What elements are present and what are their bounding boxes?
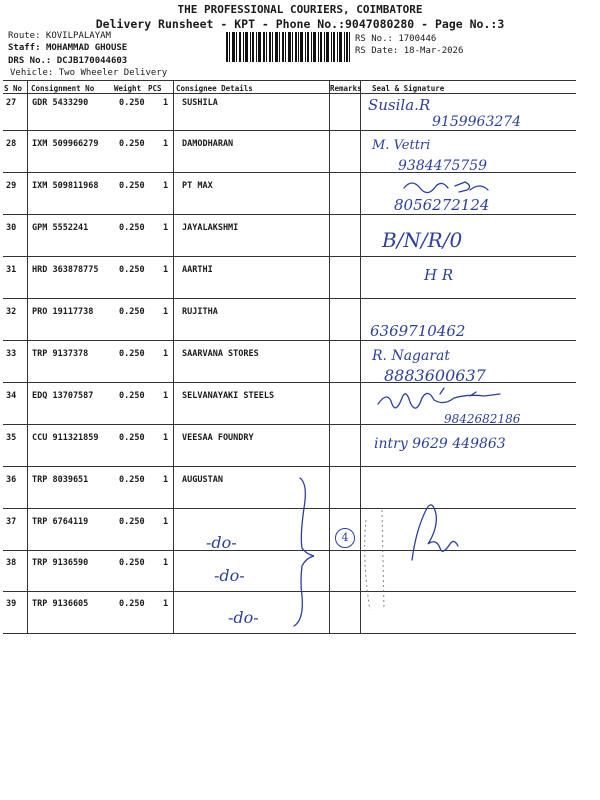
row-consignee: SELVANAYAKI STEELS [182,391,275,401]
col-header-weight: Weight [114,84,142,93]
row-weight: 0.250 [119,599,145,609]
row-pcs: 1 [163,181,169,191]
ditto-mark: -do- [228,608,259,627]
row-pcs: 1 [163,599,169,609]
row-sno: 39 [6,599,17,609]
row-consignment: TRP 9137378 [32,349,89,359]
col-header-remarks: Remarks [330,84,362,93]
row-consignee: RUJITHA [182,307,218,317]
rs-number: RS No.: 1700446 [355,34,437,44]
row-weight: 0.250 [119,433,145,443]
row-sno: 38 [6,558,17,568]
scribble-signature-r34 [378,388,500,408]
signature-r30: B/N/R/0 [382,228,463,252]
row-weight: 0.250 [119,475,145,485]
brace-mark [294,478,314,626]
signature-r33: R. Nagarat [372,348,451,364]
row-sno: 37 [6,517,17,527]
row-consignment: CCU 911321859 [32,433,99,443]
row-consignment: IXM 509966279 [32,139,99,149]
staff-name: MOHAMMAD GHOUSE [45,43,128,53]
row-weight: 0.250 [119,391,145,401]
row-sno: 29 [6,181,17,191]
row-consignee: SAARVANA STORES [182,349,259,359]
row-sno: 34 [6,391,17,401]
row-consignment: TRP 8039651 [32,475,89,485]
row-weight: 0.250 [119,349,145,359]
row-consignee: VEESAA FOUNDRY [182,433,254,443]
row-consignment: PRO 19117738 [32,307,94,317]
row-pcs: 1 [163,391,169,401]
row-pcs: 1 [163,475,169,485]
row-sno: 32 [6,307,17,317]
row-consignment: TRP 6764119 [32,517,89,527]
drs-number: DRS No.: DCJB170044603 [8,56,128,66]
row-sno: 35 [6,433,17,443]
row-pcs: 1 [163,349,169,359]
signature-r35: intry 9629 449863 [374,436,506,452]
phone-r34: 9842682186 [444,412,521,426]
rs-date: RS Date: 18-Mar-2026 [355,46,464,56]
circled-count: 4 [335,528,355,548]
row-weight: 0.250 [119,307,145,317]
row-consignment: GPM 5552241 [32,223,89,233]
row-pcs: 1 [163,433,169,443]
row-consignment: IXM 509811968 [32,181,99,191]
phone-r32: 6369710462 [370,322,466,340]
col-header-consignee: Consignee Details [176,84,253,93]
row-pcs: 1 [163,98,169,108]
phone-r33: 8883600637 [384,366,486,385]
staff-label: Staff: [8,43,41,53]
row-consignment: GDR 5433290 [32,98,89,108]
row-consignee: SUSHILA [182,98,218,108]
col-header-sno: S No [4,84,23,93]
row-consignment: TRP 9136605 [32,599,89,609]
row-weight: 0.250 [119,265,145,275]
row-consignment: HRD 363878775 [32,265,99,275]
row-sno: 28 [6,139,17,149]
route-label: Route: KOVILPALAYAM [8,31,111,41]
row-weight: 0.250 [119,558,145,568]
company-title: THE PROFESSIONAL COURIERS, COIMBATORE [177,3,423,16]
stamp-impression [365,510,384,610]
row-weight: 0.250 [119,223,145,233]
runsheet-title: Delivery Runsheet - KPT - Phone No.:9047080280 - Page No.:3 [95,17,505,31]
row-consignee: AUGUSTAN [182,475,223,485]
phone-r29: 8056272124 [394,196,490,214]
row-sno: 36 [6,475,17,485]
row-pcs: 1 [163,223,169,233]
row-weight: 0.250 [119,139,145,149]
signature-r28: M. Vettri [372,138,431,153]
ditto-mark: -do- [214,566,245,585]
row-weight: 0.250 [119,98,145,108]
col-header-consignment: Consignment No [31,84,95,93]
row-sno: 31 [6,265,17,275]
stamp-signature [412,505,458,560]
scribble-signature-r29 [404,182,488,193]
vehicle-type: Vehicle: Two Wheeler Delivery [10,68,168,78]
col-header-pcs: PCS [148,84,162,93]
row-consignment: TRP 9136590 [32,558,89,568]
row-consignment: EDQ 13707587 [32,391,94,401]
signature-r31: H R [424,266,454,284]
row-sno: 33 [6,349,17,359]
row-pcs: 1 [163,139,169,149]
row-consignee: PT MAX [182,181,213,191]
row-weight: 0.250 [119,181,145,191]
row-pcs: 1 [163,307,169,317]
row-weight: 0.250 [119,517,145,527]
phone-r28: 9384475759 [398,158,488,174]
signature-r27: Susila.R [368,96,431,114]
row-pcs: 1 [163,265,169,275]
phone-r27: 9159963274 [432,114,522,130]
ditto-mark: -do- [206,533,237,552]
row-consignee: JAYALAKSHMI [182,223,239,233]
row-sno: 30 [6,223,17,233]
row-pcs: 1 [163,517,169,527]
row-pcs: 1 [163,558,169,568]
row-consignee: AARTHI [182,265,213,275]
row-sno: 27 [6,98,17,108]
col-header-seal-signature: Seal & Signature [372,84,445,93]
row-consignee: DAMODHARAN [182,139,234,149]
